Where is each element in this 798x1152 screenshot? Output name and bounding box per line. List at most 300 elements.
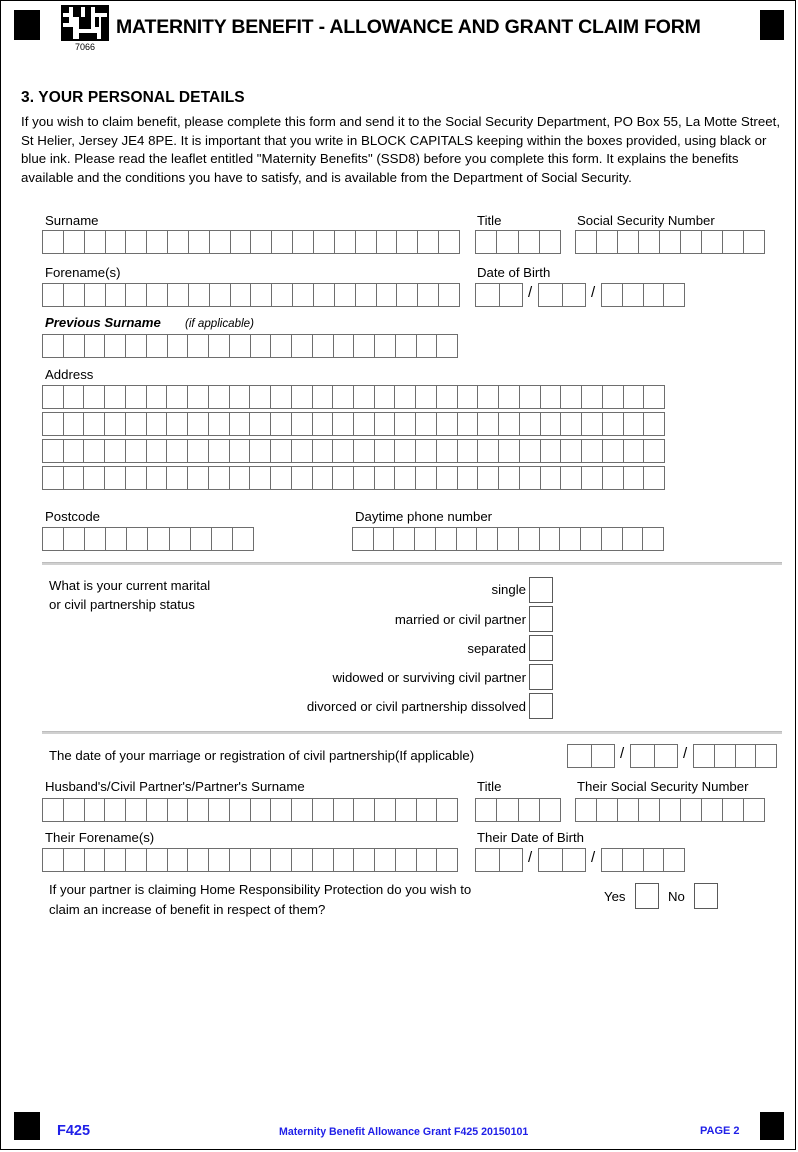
char-cell[interactable]	[271, 799, 292, 821]
char-cell[interactable]	[292, 799, 313, 821]
char-cell[interactable]	[334, 799, 355, 821]
char-cell[interactable]	[541, 413, 562, 435]
char-cell[interactable]	[582, 467, 603, 489]
char-cell[interactable]	[335, 284, 356, 306]
char-cell[interactable]	[251, 799, 272, 821]
char-cell[interactable]	[624, 386, 645, 408]
char-cell[interactable]	[356, 231, 377, 253]
char-cell[interactable]	[416, 467, 437, 489]
char-cell[interactable]	[354, 386, 375, 408]
partner-social-security-number-input[interactable]	[575, 798, 765, 822]
char-cell[interactable]	[499, 413, 520, 435]
char-cell[interactable]	[209, 386, 230, 408]
char-cell[interactable]	[188, 849, 209, 871]
char-cell[interactable]	[43, 284, 64, 306]
char-cell[interactable]	[499, 467, 520, 489]
char-cell[interactable]	[313, 440, 334, 462]
char-cell[interactable]	[230, 386, 251, 408]
char-cell[interactable]	[416, 440, 437, 462]
char-cell[interactable]	[478, 386, 499, 408]
char-cell[interactable]	[639, 231, 660, 253]
char-cell[interactable]	[84, 386, 105, 408]
char-cell[interactable]	[251, 231, 272, 253]
char-cell[interactable]	[189, 284, 210, 306]
char-cell[interactable]	[43, 413, 64, 435]
char-cell[interactable]	[210, 284, 231, 306]
char-cell[interactable]	[602, 849, 623, 871]
char-cell[interactable]	[395, 386, 416, 408]
char-cell[interactable]	[43, 440, 64, 462]
char-cell[interactable]	[105, 799, 126, 821]
char-cell[interactable]	[313, 849, 334, 871]
char-cell[interactable]	[85, 335, 106, 357]
char-cell[interactable]	[736, 745, 757, 767]
char-cell[interactable]	[655, 745, 678, 767]
char-cell[interactable]	[231, 284, 252, 306]
char-cell[interactable]	[293, 284, 314, 306]
partner-date-of-birth-year-input[interactable]	[601, 848, 685, 872]
char-cell[interactable]	[644, 849, 665, 871]
char-cell[interactable]	[602, 284, 623, 306]
partner-forenames-input[interactable]	[42, 848, 458, 872]
char-cell[interactable]	[520, 440, 541, 462]
char-cell[interactable]	[105, 467, 126, 489]
char-cell[interactable]	[477, 528, 498, 550]
char-cell[interactable]	[106, 528, 127, 550]
char-cell[interactable]	[437, 849, 457, 871]
char-cell[interactable]	[394, 528, 415, 550]
char-cell[interactable]	[271, 413, 292, 435]
char-cell[interactable]	[561, 386, 582, 408]
char-cell[interactable]	[147, 413, 168, 435]
marital-checkbox-widowed[interactable]	[529, 664, 553, 690]
char-cell[interactable]	[498, 528, 519, 550]
char-cell[interactable]	[520, 467, 541, 489]
char-cell[interactable]	[313, 386, 334, 408]
char-cell[interactable]	[694, 745, 715, 767]
char-cell[interactable]	[271, 467, 292, 489]
char-cell[interactable]	[744, 231, 764, 253]
char-cell[interactable]	[354, 849, 375, 871]
char-cell[interactable]	[64, 849, 85, 871]
char-cell[interactable]	[664, 849, 684, 871]
char-cell[interactable]	[499, 386, 520, 408]
char-cell[interactable]	[212, 528, 233, 550]
marriage-date-month-input[interactable]	[630, 744, 678, 768]
partner-date-of-birth-month-input[interactable]	[538, 848, 586, 872]
char-cell[interactable]	[416, 386, 437, 408]
char-cell[interactable]	[271, 849, 292, 871]
char-cell[interactable]	[624, 413, 645, 435]
char-cell[interactable]	[603, 413, 624, 435]
char-cell[interactable]	[147, 849, 168, 871]
char-cell[interactable]	[702, 799, 723, 821]
partner-date-of-birth-day-input[interactable]	[475, 848, 523, 872]
char-cell[interactable]	[374, 528, 395, 550]
char-cell[interactable]	[250, 413, 271, 435]
char-cell[interactable]	[437, 335, 457, 357]
char-cell[interactable]	[375, 413, 396, 435]
char-cell[interactable]	[168, 284, 189, 306]
char-cell[interactable]	[618, 231, 639, 253]
char-cell[interactable]	[188, 413, 209, 435]
char-cell[interactable]	[233, 528, 253, 550]
char-cell[interactable]	[377, 284, 398, 306]
char-cell[interactable]	[520, 386, 541, 408]
char-cell[interactable]	[395, 467, 416, 489]
char-cell[interactable]	[375, 467, 396, 489]
char-cell[interactable]	[209, 413, 230, 435]
char-cell[interactable]	[333, 440, 354, 462]
char-cell[interactable]	[313, 467, 334, 489]
char-cell[interactable]	[188, 467, 209, 489]
char-cell[interactable]	[354, 467, 375, 489]
char-cell[interactable]	[561, 413, 582, 435]
char-cell[interactable]	[660, 231, 681, 253]
char-cell[interactable]	[333, 467, 354, 489]
char-cell[interactable]	[478, 440, 499, 462]
char-cell[interactable]	[418, 231, 439, 253]
char-cell[interactable]	[644, 284, 665, 306]
char-cell[interactable]	[439, 284, 459, 306]
char-cell[interactable]	[561, 467, 582, 489]
char-cell[interactable]	[335, 231, 356, 253]
char-cell[interactable]	[396, 335, 417, 357]
char-cell[interactable]	[292, 335, 313, 357]
char-cell[interactable]	[313, 799, 334, 821]
char-cell[interactable]	[744, 799, 764, 821]
char-cell[interactable]	[251, 284, 272, 306]
char-cell[interactable]	[43, 528, 64, 550]
char-cell[interactable]	[375, 799, 396, 821]
marital-checkbox-divorced[interactable]	[529, 693, 553, 719]
char-cell[interactable]	[603, 440, 624, 462]
char-cell[interactable]	[437, 413, 458, 435]
char-cell[interactable]	[354, 440, 375, 462]
char-cell[interactable]	[168, 799, 189, 821]
char-cell[interactable]	[64, 335, 85, 357]
char-cell[interactable]	[644, 440, 664, 462]
char-cell[interactable]	[231, 231, 252, 253]
char-cell[interactable]	[576, 231, 597, 253]
char-cell[interactable]	[292, 440, 313, 462]
char-cell[interactable]	[715, 745, 736, 767]
char-cell[interactable]	[43, 849, 64, 871]
char-cell[interactable]	[188, 440, 209, 462]
char-cell[interactable]	[476, 231, 497, 253]
char-cell[interactable]	[147, 284, 168, 306]
title-input[interactable]	[475, 230, 561, 254]
char-cell[interactable]	[64, 413, 85, 435]
char-cell[interactable]	[105, 386, 126, 408]
char-cell[interactable]	[540, 528, 561, 550]
char-cell[interactable]	[644, 467, 664, 489]
char-cell[interactable]	[458, 467, 479, 489]
char-cell[interactable]	[597, 799, 618, 821]
char-cell[interactable]	[660, 799, 681, 821]
char-cell[interactable]	[170, 528, 191, 550]
marital-checkbox-married[interactable]	[529, 606, 553, 632]
char-cell[interactable]	[188, 335, 209, 357]
char-cell[interactable]	[292, 849, 313, 871]
char-cell[interactable]	[147, 335, 168, 357]
char-cell[interactable]	[631, 745, 655, 767]
char-cell[interactable]	[417, 335, 438, 357]
char-cell[interactable]	[756, 745, 776, 767]
char-cell[interactable]	[209, 440, 230, 462]
char-cell[interactable]	[560, 528, 581, 550]
char-cell[interactable]	[250, 386, 271, 408]
char-cell[interactable]	[106, 284, 127, 306]
char-cell[interactable]	[623, 849, 644, 871]
char-cell[interactable]	[188, 386, 209, 408]
char-cell[interactable]	[624, 440, 645, 462]
char-cell[interactable]	[396, 849, 417, 871]
char-cell[interactable]	[64, 528, 85, 550]
char-cell[interactable]	[64, 231, 85, 253]
char-cell[interactable]	[643, 528, 663, 550]
char-cell[interactable]	[417, 799, 438, 821]
char-cell[interactable]	[457, 528, 478, 550]
char-cell[interactable]	[568, 745, 592, 767]
char-cell[interactable]	[251, 849, 272, 871]
char-cell[interactable]	[597, 231, 618, 253]
postcode-input[interactable]	[42, 527, 254, 551]
char-cell[interactable]	[105, 440, 126, 462]
char-cell[interactable]	[618, 799, 639, 821]
char-cell[interactable]	[540, 231, 560, 253]
char-cell[interactable]	[354, 413, 375, 435]
char-cell[interactable]	[561, 440, 582, 462]
char-cell[interactable]	[497, 231, 518, 253]
char-cell[interactable]	[500, 849, 523, 871]
char-cell[interactable]	[43, 386, 64, 408]
char-cell[interactable]	[681, 231, 702, 253]
char-cell[interactable]	[436, 528, 457, 550]
char-cell[interactable]	[313, 335, 334, 357]
char-cell[interactable]	[397, 231, 418, 253]
char-cell[interactable]	[209, 335, 230, 357]
char-cell[interactable]	[43, 231, 64, 253]
char-cell[interactable]	[250, 440, 271, 462]
char-cell[interactable]	[476, 799, 497, 821]
char-cell[interactable]	[623, 528, 644, 550]
char-cell[interactable]	[476, 284, 500, 306]
char-cell[interactable]	[230, 440, 251, 462]
char-cell[interactable]	[499, 440, 520, 462]
char-cell[interactable]	[210, 231, 231, 253]
char-cell[interactable]	[85, 849, 106, 871]
char-cell[interactable]	[519, 528, 540, 550]
date-of-birth-month-input[interactable]	[538, 283, 586, 307]
char-cell[interactable]	[43, 467, 64, 489]
char-cell[interactable]	[582, 413, 603, 435]
social-security-number-input[interactable]	[575, 230, 765, 254]
char-cell[interactable]	[520, 413, 541, 435]
char-cell[interactable]	[43, 335, 64, 357]
char-cell[interactable]	[375, 849, 396, 871]
char-cell[interactable]	[478, 467, 499, 489]
daytime-phone-input[interactable]	[352, 527, 664, 551]
char-cell[interactable]	[147, 440, 168, 462]
char-cell[interactable]	[209, 467, 230, 489]
char-cell[interactable]	[64, 284, 85, 306]
char-cell[interactable]	[375, 440, 396, 462]
char-cell[interactable]	[602, 528, 623, 550]
char-cell[interactable]	[439, 231, 459, 253]
char-cell[interactable]	[497, 799, 518, 821]
char-cell[interactable]	[188, 799, 209, 821]
char-cell[interactable]	[230, 849, 251, 871]
char-cell[interactable]	[375, 386, 396, 408]
char-cell[interactable]	[168, 849, 189, 871]
char-cell[interactable]	[639, 799, 660, 821]
char-cell[interactable]	[375, 335, 396, 357]
char-cell[interactable]	[167, 440, 188, 462]
char-cell[interactable]	[702, 231, 723, 253]
char-cell[interactable]	[167, 413, 188, 435]
char-cell[interactable]	[105, 849, 126, 871]
char-cell[interactable]	[84, 413, 105, 435]
char-cell[interactable]	[664, 284, 684, 306]
char-cell[interactable]	[126, 335, 147, 357]
char-cell[interactable]	[230, 413, 251, 435]
address-line-2-input[interactable]	[42, 412, 665, 436]
marriage-date-day-input[interactable]	[567, 744, 615, 768]
marital-checkbox-single[interactable]	[529, 577, 553, 603]
char-cell[interactable]	[519, 799, 540, 821]
char-cell[interactable]	[84, 440, 105, 462]
char-cell[interactable]	[85, 528, 106, 550]
char-cell[interactable]	[167, 386, 188, 408]
char-cell[interactable]	[458, 386, 479, 408]
char-cell[interactable]	[271, 386, 292, 408]
partner-surname-input[interactable]	[42, 798, 458, 822]
char-cell[interactable]	[126, 231, 147, 253]
char-cell[interactable]	[272, 231, 293, 253]
char-cell[interactable]	[148, 528, 169, 550]
char-cell[interactable]	[230, 335, 251, 357]
char-cell[interactable]	[458, 413, 479, 435]
marital-checkbox-separated[interactable]	[529, 635, 553, 661]
char-cell[interactable]	[539, 849, 563, 871]
char-cell[interactable]	[603, 386, 624, 408]
char-cell[interactable]	[167, 467, 188, 489]
char-cell[interactable]	[147, 386, 168, 408]
char-cell[interactable]	[603, 467, 624, 489]
char-cell[interactable]	[541, 467, 562, 489]
char-cell[interactable]	[84, 467, 105, 489]
char-cell[interactable]	[126, 413, 147, 435]
char-cell[interactable]	[126, 284, 147, 306]
char-cell[interactable]	[377, 231, 398, 253]
char-cell[interactable]	[563, 284, 586, 306]
char-cell[interactable]	[416, 413, 437, 435]
char-cell[interactable]	[437, 386, 458, 408]
char-cell[interactable]	[723, 231, 744, 253]
char-cell[interactable]	[105, 413, 126, 435]
char-cell[interactable]	[127, 528, 148, 550]
char-cell[interactable]	[105, 335, 126, 357]
char-cell[interactable]	[230, 799, 251, 821]
char-cell[interactable]	[85, 799, 106, 821]
char-cell[interactable]	[592, 745, 615, 767]
char-cell[interactable]	[271, 440, 292, 462]
char-cell[interactable]	[437, 799, 457, 821]
address-line-4-input[interactable]	[42, 466, 665, 490]
surname-input[interactable]	[42, 230, 460, 254]
char-cell[interactable]	[314, 284, 335, 306]
hrp-checkbox-no[interactable]	[694, 883, 718, 909]
char-cell[interactable]	[147, 467, 168, 489]
char-cell[interactable]	[541, 386, 562, 408]
char-cell[interactable]	[540, 799, 560, 821]
char-cell[interactable]	[582, 386, 603, 408]
char-cell[interactable]	[500, 284, 523, 306]
char-cell[interactable]	[354, 799, 375, 821]
char-cell[interactable]	[209, 799, 230, 821]
char-cell[interactable]	[271, 335, 292, 357]
partner-title-input[interactable]	[475, 798, 561, 822]
char-cell[interactable]	[209, 849, 230, 871]
char-cell[interactable]	[64, 467, 85, 489]
char-cell[interactable]	[563, 849, 586, 871]
char-cell[interactable]	[334, 849, 355, 871]
char-cell[interactable]	[623, 284, 644, 306]
char-cell[interactable]	[334, 335, 355, 357]
address-line-3-input[interactable]	[42, 439, 665, 463]
char-cell[interactable]	[64, 799, 85, 821]
char-cell[interactable]	[353, 528, 374, 550]
char-cell[interactable]	[437, 440, 458, 462]
char-cell[interactable]	[126, 467, 147, 489]
char-cell[interactable]	[478, 413, 499, 435]
char-cell[interactable]	[644, 386, 664, 408]
char-cell[interactable]	[476, 849, 500, 871]
char-cell[interactable]	[624, 467, 645, 489]
char-cell[interactable]	[272, 284, 293, 306]
char-cell[interactable]	[458, 440, 479, 462]
date-of-birth-year-input[interactable]	[601, 283, 685, 307]
char-cell[interactable]	[292, 386, 313, 408]
char-cell[interactable]	[64, 440, 85, 462]
char-cell[interactable]	[397, 284, 418, 306]
char-cell[interactable]	[644, 413, 664, 435]
char-cell[interactable]	[147, 231, 168, 253]
char-cell[interactable]	[292, 467, 313, 489]
date-of-birth-day-input[interactable]	[475, 283, 523, 307]
char-cell[interactable]	[415, 528, 436, 550]
char-cell[interactable]	[418, 284, 439, 306]
char-cell[interactable]	[354, 335, 375, 357]
address-line-1-input[interactable]	[42, 385, 665, 409]
forenames-input[interactable]	[42, 283, 460, 307]
char-cell[interactable]	[293, 231, 314, 253]
char-cell[interactable]	[581, 528, 602, 550]
char-cell[interactable]	[437, 467, 458, 489]
previous-surname-input[interactable]	[42, 334, 458, 358]
marriage-date-year-input[interactable]	[693, 744, 777, 768]
char-cell[interactable]	[519, 231, 540, 253]
char-cell[interactable]	[539, 284, 563, 306]
char-cell[interactable]	[314, 231, 335, 253]
char-cell[interactable]	[576, 799, 597, 821]
char-cell[interactable]	[191, 528, 212, 550]
char-cell[interactable]	[582, 440, 603, 462]
char-cell[interactable]	[396, 799, 417, 821]
char-cell[interactable]	[333, 413, 354, 435]
char-cell[interactable]	[126, 386, 147, 408]
